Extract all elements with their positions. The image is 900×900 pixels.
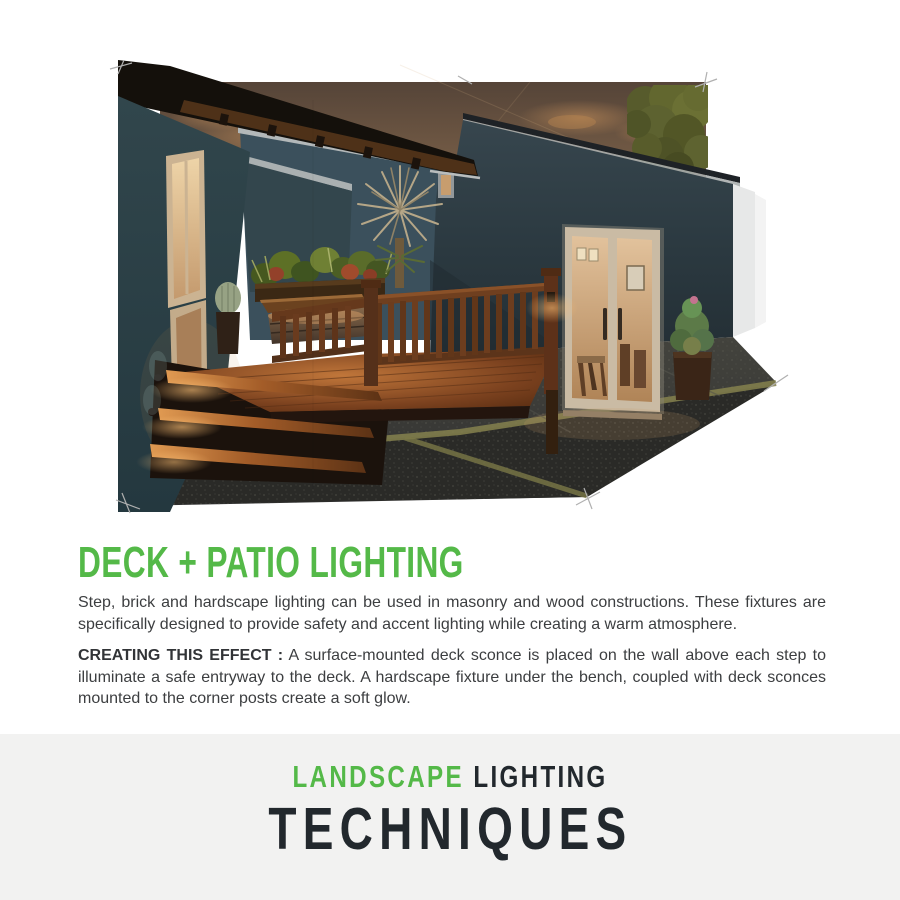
page-title: DECK + PATIO LIGHTING [78, 538, 464, 587]
footer-band [0, 734, 900, 900]
brand-word-landscape: LANDSCAPE [292, 759, 464, 794]
brand-word-lighting: LIGHTING [473, 759, 608, 794]
hero-illustration [100, 60, 800, 520]
footer-title: TECHNIQUES [267, 796, 633, 862]
intro-paragraph: Step, brick and hardscape lighting can be used in masonry and wood constructions. These fixtures are specifically designed to provide safety and accent lighting while creating a warm atmosphere. [78, 594, 826, 633]
patio-scene-svg [100, 60, 800, 520]
effect-label: CREATING THIS EFFECT : [78, 647, 284, 664]
brand-line [292, 761, 607, 792]
effect-paragraph [78, 645, 826, 710]
side-panels [733, 184, 766, 337]
effect-text: A surface-mounted deck sconce is placed on the wall above each step to illuminate a safe entryway to the deck. A hardscape fixture under the bench, coupled with deck sconces mounted to the corner posts create a soft glow. [78, 647, 826, 707]
